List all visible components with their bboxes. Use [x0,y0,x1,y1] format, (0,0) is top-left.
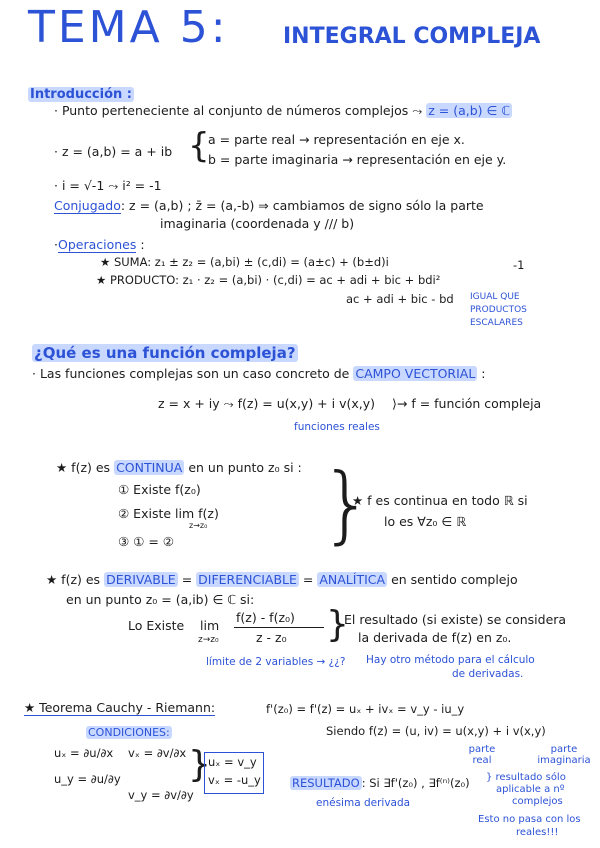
cauchy-heading [24,700,215,715]
intro-line2-b: b = parte imaginaria → representación en eje y. [208,152,507,167]
cond-vx: vₓ = ∂v/∂x [128,746,187,760]
page-title [28,2,229,53]
derivable-res1: El resultado (si existe) se considera [344,612,567,627]
cauchy-formula: f'(z₀) = f'(z) = uₓ + ivₓ = v_y - iu_y [266,702,465,716]
siendo-line: Siendo f(z) = (u, iv) = u(x,y) + i v(x,y) [326,724,546,738]
continua-brace: } [320,455,374,553]
producto-line: ★ PRODUCTO: z₁ · z₂ = (a,bi) · (c,di) = ac + adi + bic + bdi² [96,273,441,287]
title-main: TEMA 5 [28,2,211,53]
funcion-heading [32,344,298,362]
funcion-heading-text: ¿Qué es una función compleja? [34,344,296,362]
conjugado-label: Conjugado [54,198,121,213]
parte-real-note: parte real [468,744,496,766]
resultado-text: : Si ∃f'(z₀) , ∃f⁽ⁿ⁾(z₀) [361,776,470,790]
brace-left: { [188,126,210,166]
continua-intro: ★ f(z) es [56,460,111,475]
fraction-bar [234,627,324,628]
continua-right2: lo es ∀z₀ ∈ ℝ [384,514,467,529]
cond-vy: v_y = ∂v/∂y [128,788,194,802]
analitica-highlight: ANALÍTICA [319,572,386,587]
cond-box2: vₓ = -u_y [208,773,261,787]
cond-uy: u_y = ∂u/∂y [54,772,121,786]
continua-cond1: ① Existe f(z₀) [118,482,201,497]
derivable-res2: la derivada de f(z) en z₀. [358,630,512,645]
title-colon: : [210,2,229,53]
parte-imaginaria-note: parte imaginaria [537,744,591,766]
conjugado-line1 [54,198,484,213]
derivable-eq2: = [302,572,314,587]
intro-line1-text: · Punto perteneciente al conjunto de números complejos ⤳ [54,103,423,118]
operaciones-label: ·Operaciones : [54,237,145,252]
derivable-note-right1: Hay otro método para el cálculo [366,654,535,666]
intro-heading [28,87,134,102]
continua-cond2: ② Existe lim f(z) [118,506,219,521]
continua-cond3: ③ ① = ② [118,534,175,549]
complex-set-highlight: z = (a,b) ∈ ℂ [428,103,511,118]
derivable-line2: en un punto z₀ = (a,ib) ∈ ℂ si: [66,592,255,607]
conjugado-text1: : z = (a,b) ; z̄ = (a,-b) ⇒ cambiamos de signo sólo la parte [120,198,484,213]
funcion-line1-end: : [481,366,486,381]
condiciones-label [86,726,172,739]
resultado-line [290,776,470,790]
derivable-note-left: límite de 2 variables → ¿¿? [206,656,346,668]
producto-line2: ac + adi + bic - bd [346,292,454,306]
continua-highlight: CONTINUA [116,460,183,475]
resultado-label: RESULTADO [292,776,360,790]
campo-vectorial-highlight: CAMPO VECTORIAL [355,366,476,381]
derivable-existe: Lo Existe [128,618,185,633]
intro-line2-a: a = parte real → representación en eje x. [208,132,465,147]
derivable-brace: } [326,604,349,645]
suma-line: ★ SUMA: z₁ ± z₂ = (a,bi) ± (c,di) = (a±c) + (b±d)i [100,255,389,269]
reales-exclaim: reales!!! [516,827,559,838]
minus-one-note: -1 [513,258,525,272]
title-subtitle: INTEGRAL COMPLEJA [283,24,541,49]
resultado-note3: complejos [512,796,563,807]
resultado-note1: } resultado sólo [486,772,566,783]
continua-line [56,460,302,475]
funcion-formula: z = x + iy ⤳ f(z) = u(x,y) + i v(x,y) [158,396,375,411]
diferenciable-highlight: DIFERENCIABLE [198,572,297,587]
cond-box1: uₓ = v_y [208,755,257,769]
derivable-highlight: DERIVABLE [106,572,176,587]
continua-rest: en un punto z₀ si : [188,460,302,475]
cauchy-heading-text: ★ Teorema Cauchy - Riemann: [24,700,216,715]
funciones-reales-note: funciones reales [294,421,380,433]
derivable-intro: ★ f(z) es [46,572,101,587]
intro-line2-left: · z = (a,b) = a + ib [54,144,173,159]
conjugado-line2: imaginaria (coordenada y /// b) [160,216,355,231]
operaciones-label-text: Operaciones [57,237,137,252]
funcion-line1-text: · Las funciones complejas son un caso concreto de [32,366,350,381]
intro-line1 [54,103,512,119]
continua-cond2-sub: z→z₀ [189,521,208,530]
derivable-rest: en sentido complejo [391,572,518,587]
cond-brace: } [188,744,211,785]
condiciones-text: CONDICIONES: [88,726,170,739]
funcion-formula-right: ⟩→ f = función compleja [392,396,542,411]
cond-ux: uₓ = ∂u/∂x [54,746,114,760]
derivable-line [46,572,518,587]
derivable-denom: z - z₀ [256,630,287,645]
derivable-lim: lim [200,618,220,633]
derivable-numer: f(z) - f(z₀) [236,610,295,625]
derivable-eq1: = [181,572,193,587]
igual-note: IGUAL QUE PRODUCTOS ESCALARES [470,292,527,328]
derivable-lim-sub: z→z₀ [198,635,219,645]
derivable-note-right2: de derivadas. [452,668,524,680]
resultado-note2: aplicable a nº [496,784,565,795]
funcion-line1 [32,366,486,381]
continua-right1: ★ f es continua en todo ℝ si [352,493,528,508]
esto-note: Esto no pasa con los [478,814,581,825]
intro-heading-text: Introducción : [30,87,132,102]
intro-line3: · i = √-1 ⤳ i² = -1 [54,178,162,193]
enesima-note: enésima derivada [316,797,411,809]
